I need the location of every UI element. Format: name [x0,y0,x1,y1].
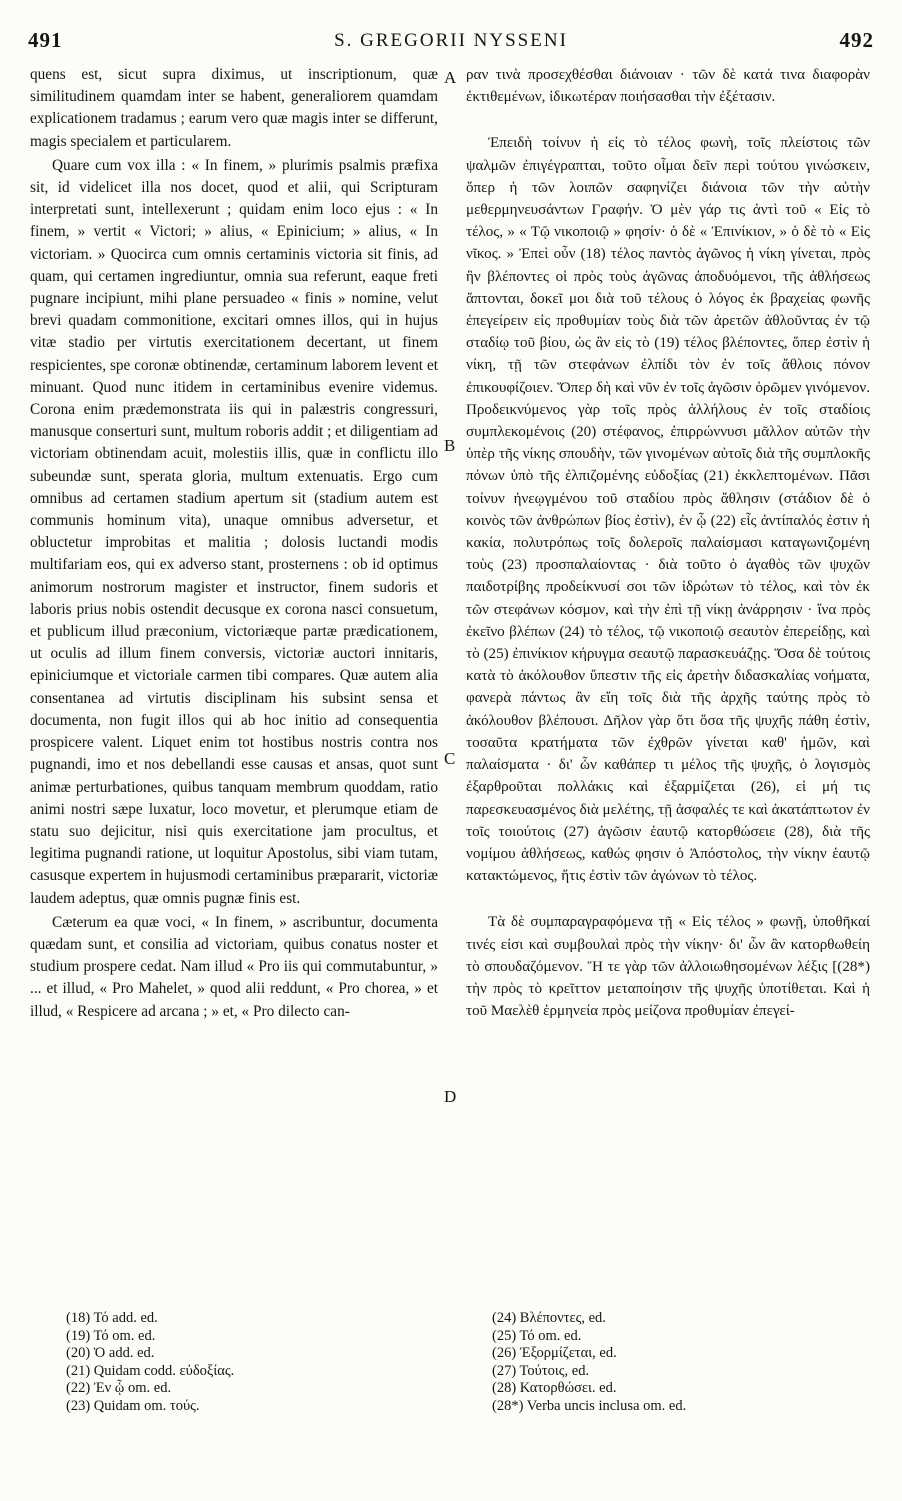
greek-paragraph: Τὰ δὲ συμπαραγραφόμενα τῇ « Εἰς τέλος » φωνῇ, ὑποθῆκαί τινές εἰσι καὶ συμβουλαὶ πρὸς τὴν νίκην· δι' ὧν ἂν κατορθωθείη τὸ σπουδαζόμενον. Ἥ τε γὰρ τῶν ἀλλοιωθησομένων λέξις [(28*) τὴν πρὸς τὸ κρεῖττον μεταποίησιν τῆς ψυχῆς ὑποτίθεται. Καὶ ἡ τοῦ Μαελὲθ ἑρμηνεία πρὸς μείζονα προθυμίαν ἐπεγεί- [466,914,870,1020]
footnote: (26) Ἐξορμίζεται, ed. [492,1345,617,1361]
greek-column [466,64,870,1022]
page-header [28,28,874,56]
footnote: (21) Quidam codd. εὐδοξίας. [66,1362,235,1379]
greek-paragraph: Ἐπειδὴ τοίνυν ἡ εἰς τὸ τέλος φωνὴ, τοῖς πλείστοις τῶν ψαλμῶν ἐπιγέγραπται, τοῦτο οἶμαι δεῖν περὶ τούτου γινώσκειν, ὅπερ ἡ τῶν λοιπῶν σαφηνίζει διάνοια τῶν τὴν αὐτὴν μεθερμηνευσάντων Γραφήν. Ὁ μὲν γάρ τις ἀντὶ τοῦ « Εἰς τὸ τέλος, » « Τῷ νικοποιῷ » φησίν· ὁ δὲ « Ἐπινίκιον, » ὁ δὲ τὸ « Εἰς νῖκος. » Ἐπεὶ οὖν (18) τέλος παντὸς ἀγῶνος ἡ νίκη γίνεται, πρὸς ἣν βλέποντες οἱ πρὸς τοὺς ἀγῶνας ἀποδυόμενοι, τῆς ἀθλήσεως ἅπτονται, δοκεῖ μοι διὰ τοῦ τέλους ὁ λόγος ἐκ βραχείας φωνῆς ἐπεγείρειν εἰς προθυμίαν τοὺς διὰ τῶν ἀρετῶν ἀθλοῦντας ἐν τῷ σταδίῳ τοῦ βίου, ὡς ἂν εἰς τὸ (19) τέλος βλέποντες, ὅπερ ἐστὶν ἡ νίκη, τῇ τῶν στεφάνων ἐλπίδι τὸν ἐν τοῖς ἄθλοις πόνον ἐπικουφίζοιεν. Ὅπερ δὴ καὶ νῦν ἐν τοῖς ἀγῶσιν ὁρῶμεν γινόμενον. Προδεικνύμενος γὰρ τοῖς πρὸς ἀλλήλους ἐν τοῖς σταδίοις συμπλεκομένοις (20) στέφανος, ἐπιρρώννυσι μᾶλλον αὐτῶν τὴν ὑπὲρ τῆς νίκης σπουδὴν, τῶν γινομένων αὐτοῖς διὰ τῆς συμπλοκῆς πόνων ὑπὸ τῆς ἐλπιζομένης εὐδοξίας (21) ἐκκλεπτομένων. Πᾶσι τοίνυν ἠνεῳγμένου τοῦ σταδίου πρὸς ἄθλησιν (στάδιον δὲ ὁ κοινὸς τῶν ἀνθρώπων βίος ἐστὶν), ἐν ᾧ (22) εἷς ἀντίπαλός ἐστιν ἡ κακία, πολυτρόπως τοῖς δολεροῖς παλαίσμασι καταγωνιζομένη τοὺς (23) προσπαλαίοντας · διὰ τοῦτο ὁ ἀγαθὸς τῶν ψυχῶν παιδοτρίβης προδείκνυσί σοι τῶν ἱδρώτων τὸ τέλος, καὶ τὸν ἐκ τῶν στεφάνων κόσμον, καὶ τὴν ἐπὶ τῇ νίκῃ ἀνάρρησιν · ἵνα πρὸς ἐκεῖνο βλέπων (24) τὸ τέλος, τῷ νικοποιῷ σεαυτὸν ἐπερείδῃς, καὶ τὸ (25) ἐπινίκιον κήρυγμα σεαυτῷ παρασκευάζῃς. Ὅσα δὲ τούτοις κατὰ τὸ ἀκόλουθον ὕπεστιν τῆς εἰς ἀρετὴν διδασκαλίας νοήματα, φανερὰ πάντως ἂν εἴη τοῖς διὰ τῆς ἀρχῆς ταύτης πρὸς τὸ ἀκόλουθον βλέπουσι. Δῆλον γὰρ ὅτι ὅσα τῆς ψυχῆς πάθη ἐστὶν, τοσαῦτα κρατήματα τῶν ἐχθρῶν γίνεται καθ' ἡμῶν, καὶ παλαίσματα · δι' ὧν καθάπερ τι μέλος τῆς ψυχῆς, ὁ λογισμὸς ἐξαρθροῦται πολλάκις καὶ ἐξαρμίζεται (26), εἰ μή τις παρεσκευασμένος διὰ μελέτης, τῇ ἀσφαλές τε καὶ ἀκατάπτωτον ἐν τοῖς τοιούτοις (27) ἀγῶσιν ἑαυτῷ κατορθώσειε (28), διὰ τῆς νομίμου ἀθλήσεως, καθώς φησιν ὁ Ἀπόστολος, τὴν νίκην ἑαυτῷ κατακτώμενος, ἥτις ἐστὶν τῶν ἀγώνων τὸ τέλος. [466,135,870,885]
margin-marker-d: D [444,1087,457,1106]
footnotes-left [66,1310,234,1415]
greek-paragraph: ραν τινὰ προσεχθέσθαι διάνοιαν · τῶν δὲ κατά τινα διαφορὰν ἐκτιθεμένων, ἰδικωτέραν ποιήσασθαι τὴν ἐξέτασιν. [466,67,870,106]
running-title: S. GREGORII NYSSENI [334,30,568,51]
footnote: (18) Τό add. ed. [66,1310,158,1326]
footnote: (27) Τούτοις, ed. [492,1362,590,1379]
footnote: (28*) Verba uncis inclusa om. ed. [492,1397,687,1414]
latin-paragraph: Cæterum ea quæ voci, « In finem, » ascribuntur, documenta quædam sunt, et consilia ad victoriam, quibus conatus noster et studium prospere cedat. Nam illud « Pro iis qui commutabuntur, » ... et illud, « Pro Mahelet, » quod alii reddunt, « Pro chorea, » et illud, « Respicere ad arcana ; » et, « Pro dilecto can- [30,913,438,1020]
margin-marker-c: C [444,749,456,768]
footnote: (22) Ἐν ᾧ om. ed. [66,1380,172,1396]
margin-marker-a: A [444,68,457,87]
footnote: (20) Ὁ add. ed. [66,1345,155,1361]
margin-marker-b: B [444,436,456,455]
page-number-right: 492 [839,28,874,52]
page-number-left: 491 [28,28,63,52]
footnote: (19) Τό om. ed. [66,1327,156,1344]
footnote: (24) Βλέποντες, ed. [492,1310,606,1326]
footnote: (28) Κατορθώσει. ed. [492,1380,617,1396]
footnote: (25) Τό om. ed. [492,1327,582,1344]
footnote: (23) Quidam om. τούς. [66,1397,200,1414]
footnotes-right [492,1310,686,1415]
latin-paragraph: quens est, sicut supra diximus, ut inscriptionum, quæ similitudinem quamdam inter se habent, generaliorem quamdam explicationem tradamus ; earum vero quæ magis inter se differunt, magis specialem et particularem. [30,66,438,150]
latin-paragraph: Quare cum vox illa : « In finem, » plurimis psalmis præfixa sit, id videlicet illa nos docet, quod et alii, qui Scripturam interpretati sunt, intellexerunt ; quidam enim loco ejus : « In finem, » vertit « Victori; » alius, « Epinicium; » alius, « In victoriam. » Quocirca cum omnis certaminis victoria sit finis, ad quam, qui certamen ingrediuntur, omnia sua referunt, eaque freti pugnare incipiunt, mihi plane persuadeo « finis » nomine, velut brevi quadam commonitione, excitari omnes illos, qui in hujus vitæ stadio per virtutis exercitationem decertant, ut finem respicientes, spe coronæ obtinendæ, certaminum laborem levent et minuant. Quod nunc itidem in certaminibus evenire videmus. Corona enim prædemonstrata iis qui in palæstris congressuri, manusque conserturi sunt, multum roboris addit ; et diligentiam ad victoriam obtinendam acuit, molestiis illis, quæ in conflictu illo subeundæ sunt, sperata gloria, multum extenuatis. Ergo cum omnibus ad certamen stadium apertum sit (stadium autem est communis hominum vita), unaque omnibus adversetur, et obluctetur improbitas et malitia ; dolosis luctandi modis multifariam eos, qui ex adverso stant, prosternens : ob id optimus animorum nostrorum magister et instructor, finem sudoris et laboris prius nobis ostendit decusque ex corona nasci consuetum, et publicum illud præconium, victoriæque partæ prædicationem, ut oculis ad illum finem conversis, victoriæ auctori innitaris, epiniciumque et victoriale carmen tibi compares. Quæ autem alia consentanea ad virtutis disciplinam his subsint sensa et documenta, non fugit illos qui ab hoc initio ad consequentia prospicere valent. Liquet enim tot hostibus nostris contra nos pugnandi, imo et nos debellandi esse causas et ansas, quot sunt animæ perturbationes, quibus tanquam membrum quoddam, ratio animi nostri sæpe luxatur, loco movetur, et plerumque etiam de statu suo dejicitur, nisi quis exercitatione jam procultus, et legitima pugnandi ratione, ut loquitur Apostolus, sibi viam tutam, casusque expertem in hujusmodi certaminibus præpararit, victoriæ laudem adeptus, quæ omnis pugnæ finis est. [30,156,438,907]
latin-column [30,64,438,1023]
